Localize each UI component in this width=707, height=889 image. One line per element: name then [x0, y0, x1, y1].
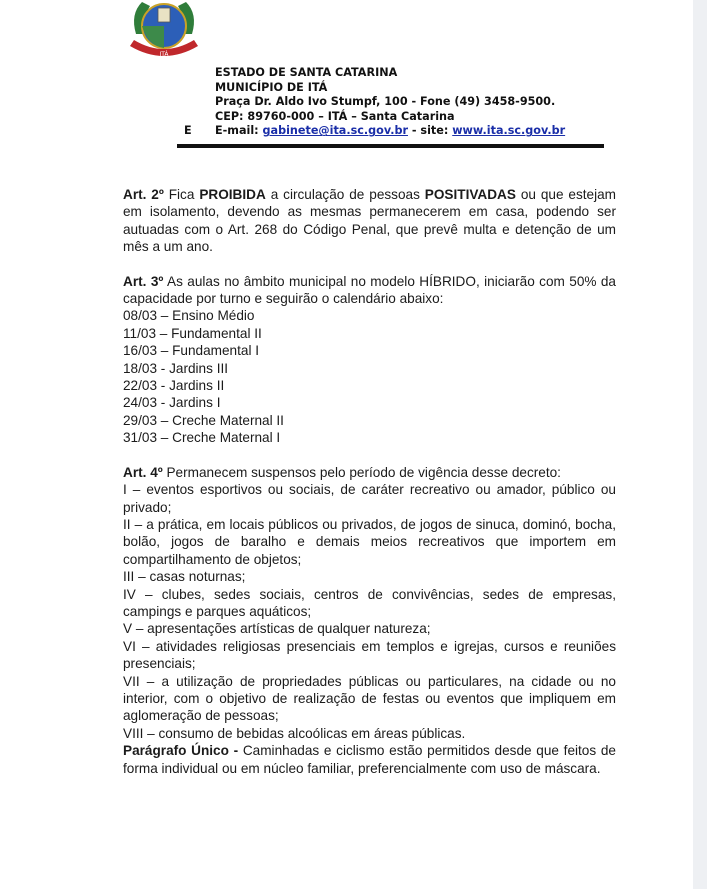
- header-rule: [177, 144, 604, 148]
- art2-paragraph: [123, 186, 616, 256]
- suspended-item: I – eventos esportivos ou sociais, de caráter recreativo ou amador, público ou privado;: [123, 482, 616, 515]
- art2-bold-2: POSITIVADAS: [424, 187, 516, 202]
- suspended-item: III – casas noturnas;: [123, 569, 246, 585]
- address-line: Praça Dr. Aldo Ivo Stumpf, 100 - Fone (49) 3458-9500.: [215, 95, 556, 109]
- schedule-item: 18/03 - Jardins III: [123, 360, 229, 376]
- suspended-item: VIII – consumo de bebidas alcoólicas em áreas públicas.: [123, 725, 466, 741]
- cep-line: CEP: 89760-000 – ITÁ – Santa Catarina: [215, 109, 455, 123]
- art3-paragraph: [123, 273, 616, 308]
- coat-of-arms-icon: [128, 0, 200, 66]
- art2-text-2: a circulação de pessoas: [265, 187, 425, 202]
- art4-paragraph: [123, 464, 616, 481]
- art3-label: Art. 3º: [123, 273, 164, 289]
- suspended-item: VI – atividades religiosas presenciais em templos e igrejas, cursos e reuniões presenciais;: [123, 638, 616, 672]
- schedule-item: 22/03 - Jardins II: [123, 378, 225, 394]
- sole-paragraph-label: Parágrafo Único -: [123, 743, 239, 759]
- letterhead: [215, 66, 565, 139]
- schedule-item: 29/03 – Creche Maternal II: [123, 412, 284, 428]
- svg-text:ITÁ: ITÁ: [159, 51, 169, 58]
- schedule-item: 31/03 – Creche Maternal I: [123, 430, 281, 446]
- state-name: ESTADO DE SANTA CATARINA: [215, 66, 398, 79]
- art4-label: Art. 4º: [123, 464, 163, 480]
- art2-text-3: ou que estejam em isolamento, devendo as mesmas permanecerem em casa, podendo ser autuadas com o Art. 268 do Código Penal, que prevê multa e detenção de um mês a um ano.: [123, 187, 617, 255]
- suspended-item: IV – clubes, sedes sociais, centros de convivências, sedes de empresas, campings e parques aquáticos;: [123, 586, 616, 619]
- art2-text-1: Fica: [163, 187, 200, 202]
- suspended-item: II – a prática, em locais públicos ou privados, de jogos de sinuca, dominó, bocha, bolão, jogos de baralho e demais meios recreativos que importem em compartilhamento de objetos;: [123, 516, 616, 567]
- schedule-item: 24/03 - Jardins I: [123, 395, 221, 411]
- document-body: [123, 186, 616, 777]
- art2-label: Art. 2º: [123, 187, 164, 202]
- suspended-item: V – apresentações artísticas de qualquer natureza;: [123, 621, 431, 637]
- viewer-margin: [693, 0, 707, 889]
- municipality-name: MUNICÍPIO DE ITÁ: [215, 80, 328, 94]
- art4-text: Permanecem suspensos pelo período de vigência desse decreto:: [162, 464, 561, 480]
- margin-letter: E: [184, 124, 192, 137]
- site-link[interactable]: www.ita.sc.gov.br: [452, 124, 566, 138]
- suspended-item: VII – a utilização de propriedades públicas ou particulares, na cidade ou no interior, com o objetivo de realização de festas ou eventos que impliquem em aglomeração de pessoas;: [123, 673, 616, 724]
- sole-paragraph: [123, 742, 616, 777]
- schedule-item: 16/03 – Fundamental I: [123, 343, 260, 359]
- sole-paragraph-text: Caminhadas e ciclismo estão permitidos desde que feitos de forma individual ou em núcleo familiar, preferencialmente com uso de máscara.: [123, 743, 616, 776]
- email-prefix: E-mail:: [215, 124, 263, 138]
- contact-line: [215, 124, 565, 139]
- art2-bold-1: PROIBIDA: [199, 187, 266, 202]
- schedule-item: 08/03 – Ensino Médio: [123, 308, 255, 324]
- site-prefix: - site:: [407, 124, 453, 138]
- schedule-item: 11/03 – Fundamental II: [123, 325, 262, 341]
- art3-text: As aulas no âmbito municipal no modelo HÍBRIDO, iniciarão com 50% da capacidade por turno e seguirão o calendário abaixo:: [123, 273, 616, 307]
- email-link[interactable]: gabinete@ita.sc.gov.br: [262, 124, 408, 138]
